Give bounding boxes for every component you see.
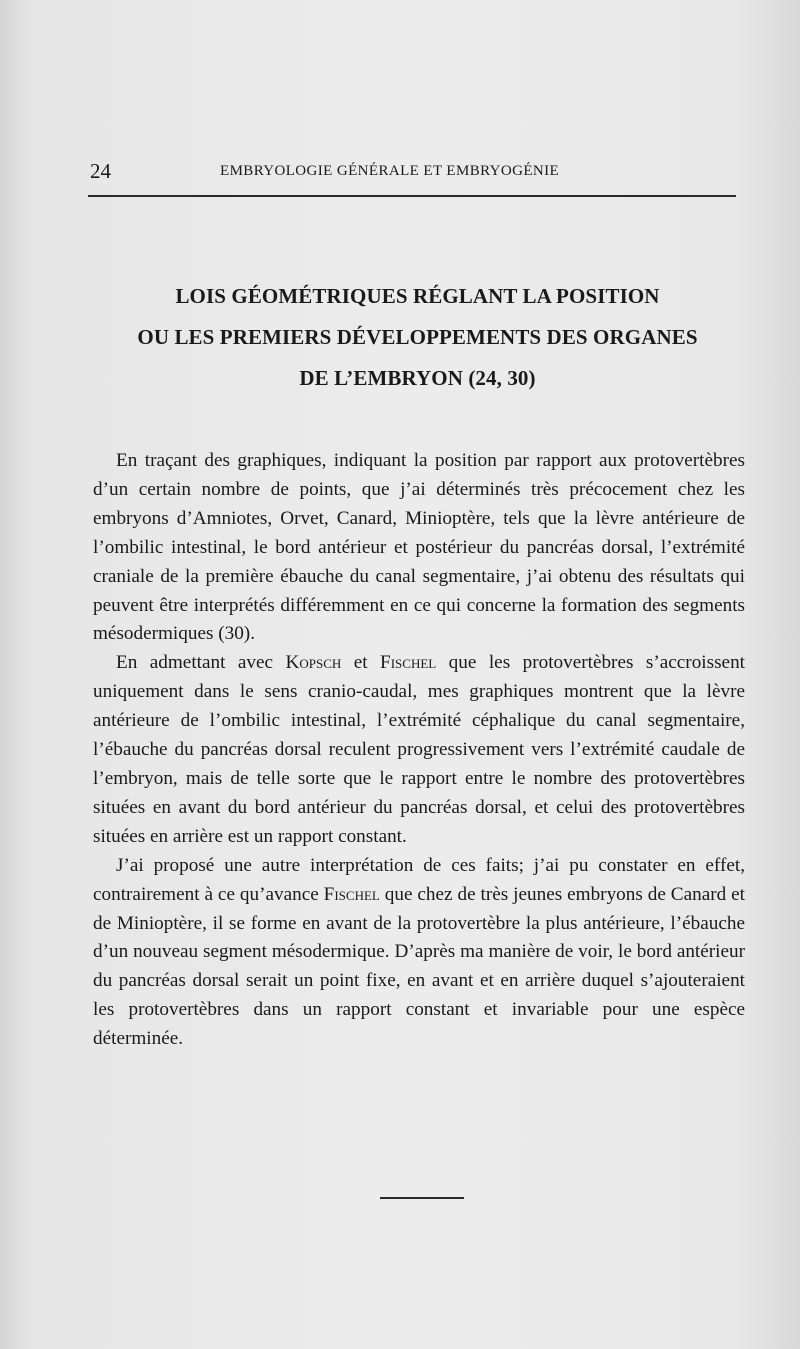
section-title — [90, 276, 745, 399]
paragraph-3 — [93, 852, 745, 1054]
author-kopsch: Kopsch — [285, 652, 342, 674]
paragraph-1: En traçant des graphiques, indiquant la position par rapport aux protovertèbres d’un certain nombre de points, que j’ai déterminés très précocement chez les embryons d’Amniotes, Orvet, Canard, Minioptère, tels que la lèvre antérieure de l’ombilic intestinal, le bord antérieur et postérieur du pancréas dorsal, l’extrémité craniale de la première ébauche du canal segmentaire, j’ai obtenu des résultats qui peuvent être interprétés différemment en ce qui concerne la formation des segments mésodermiques (30). — [93, 450, 745, 645]
section-title-line-1: LOIS GÉOMÉTRIQUES RÉGLANT LA POSITION — [175, 284, 660, 308]
paragraph-2-text-b: et — [341, 652, 381, 674]
paragraph-2-text-a: En admettant avec — [116, 652, 286, 674]
section-title-line-3: DE L’EMBRYON (24, 30) — [299, 366, 536, 390]
paragraph-2-text-c: que les protovertèbres s’accroissent uniquement dans le sens cranio-caudal, mes graphiques montrent que la lèvre antérieure de l’ombilic intestinal, l’extrémité céphalique du canal segmentaire, l’ébauche du pancréas dorsal reculent progressivement vers l’extrémité caudale de l’embryon, mais de telle sorte que le rapport entre le nombre des protovertèbres situées en avant du bord antérieur du pancréas dorsal, et celui des protovertèbres situées en arrière est un rapport constant. — [93, 652, 745, 847]
paragraph-2 — [93, 649, 745, 851]
running-head — [90, 158, 730, 184]
header-rule — [88, 195, 736, 197]
author-fischel: Fischel — [323, 883, 380, 905]
body-text — [93, 447, 745, 1054]
paragraph-3-text-a: J’ai proposé une autre interprétation de ces faits; j’ai pu constater en effet, contrairement à ce qu’avance — [93, 854, 745, 905]
page-number: 24 — [90, 159, 111, 183]
author-fischel: Fischel — [380, 652, 437, 674]
running-title: EMBRYOLOGIE GÉNÉRALE ET EMBRYOGÉNIE — [220, 163, 560, 179]
section-end-rule — [380, 1197, 464, 1199]
section-title-line-2: OU LES PREMIERS DÉVELOPPEMENTS DES ORGANES — [137, 325, 698, 349]
paragraph-3-text-b: que chez de très jeunes embryons de Canard et de Minioptère, il se forme en avant de la protovertèbre la plus antérieure, l’ébauche d’un nouveau segment mésodermique. D’après ma manière de voir, le bord antérieur du pancréas dorsal serait un point fixe, en avant et en arrière duquel s’ajouteraient les protovertèbres dans un rapport constant et invariable pour une espèce déterminée. — [93, 883, 745, 1050]
